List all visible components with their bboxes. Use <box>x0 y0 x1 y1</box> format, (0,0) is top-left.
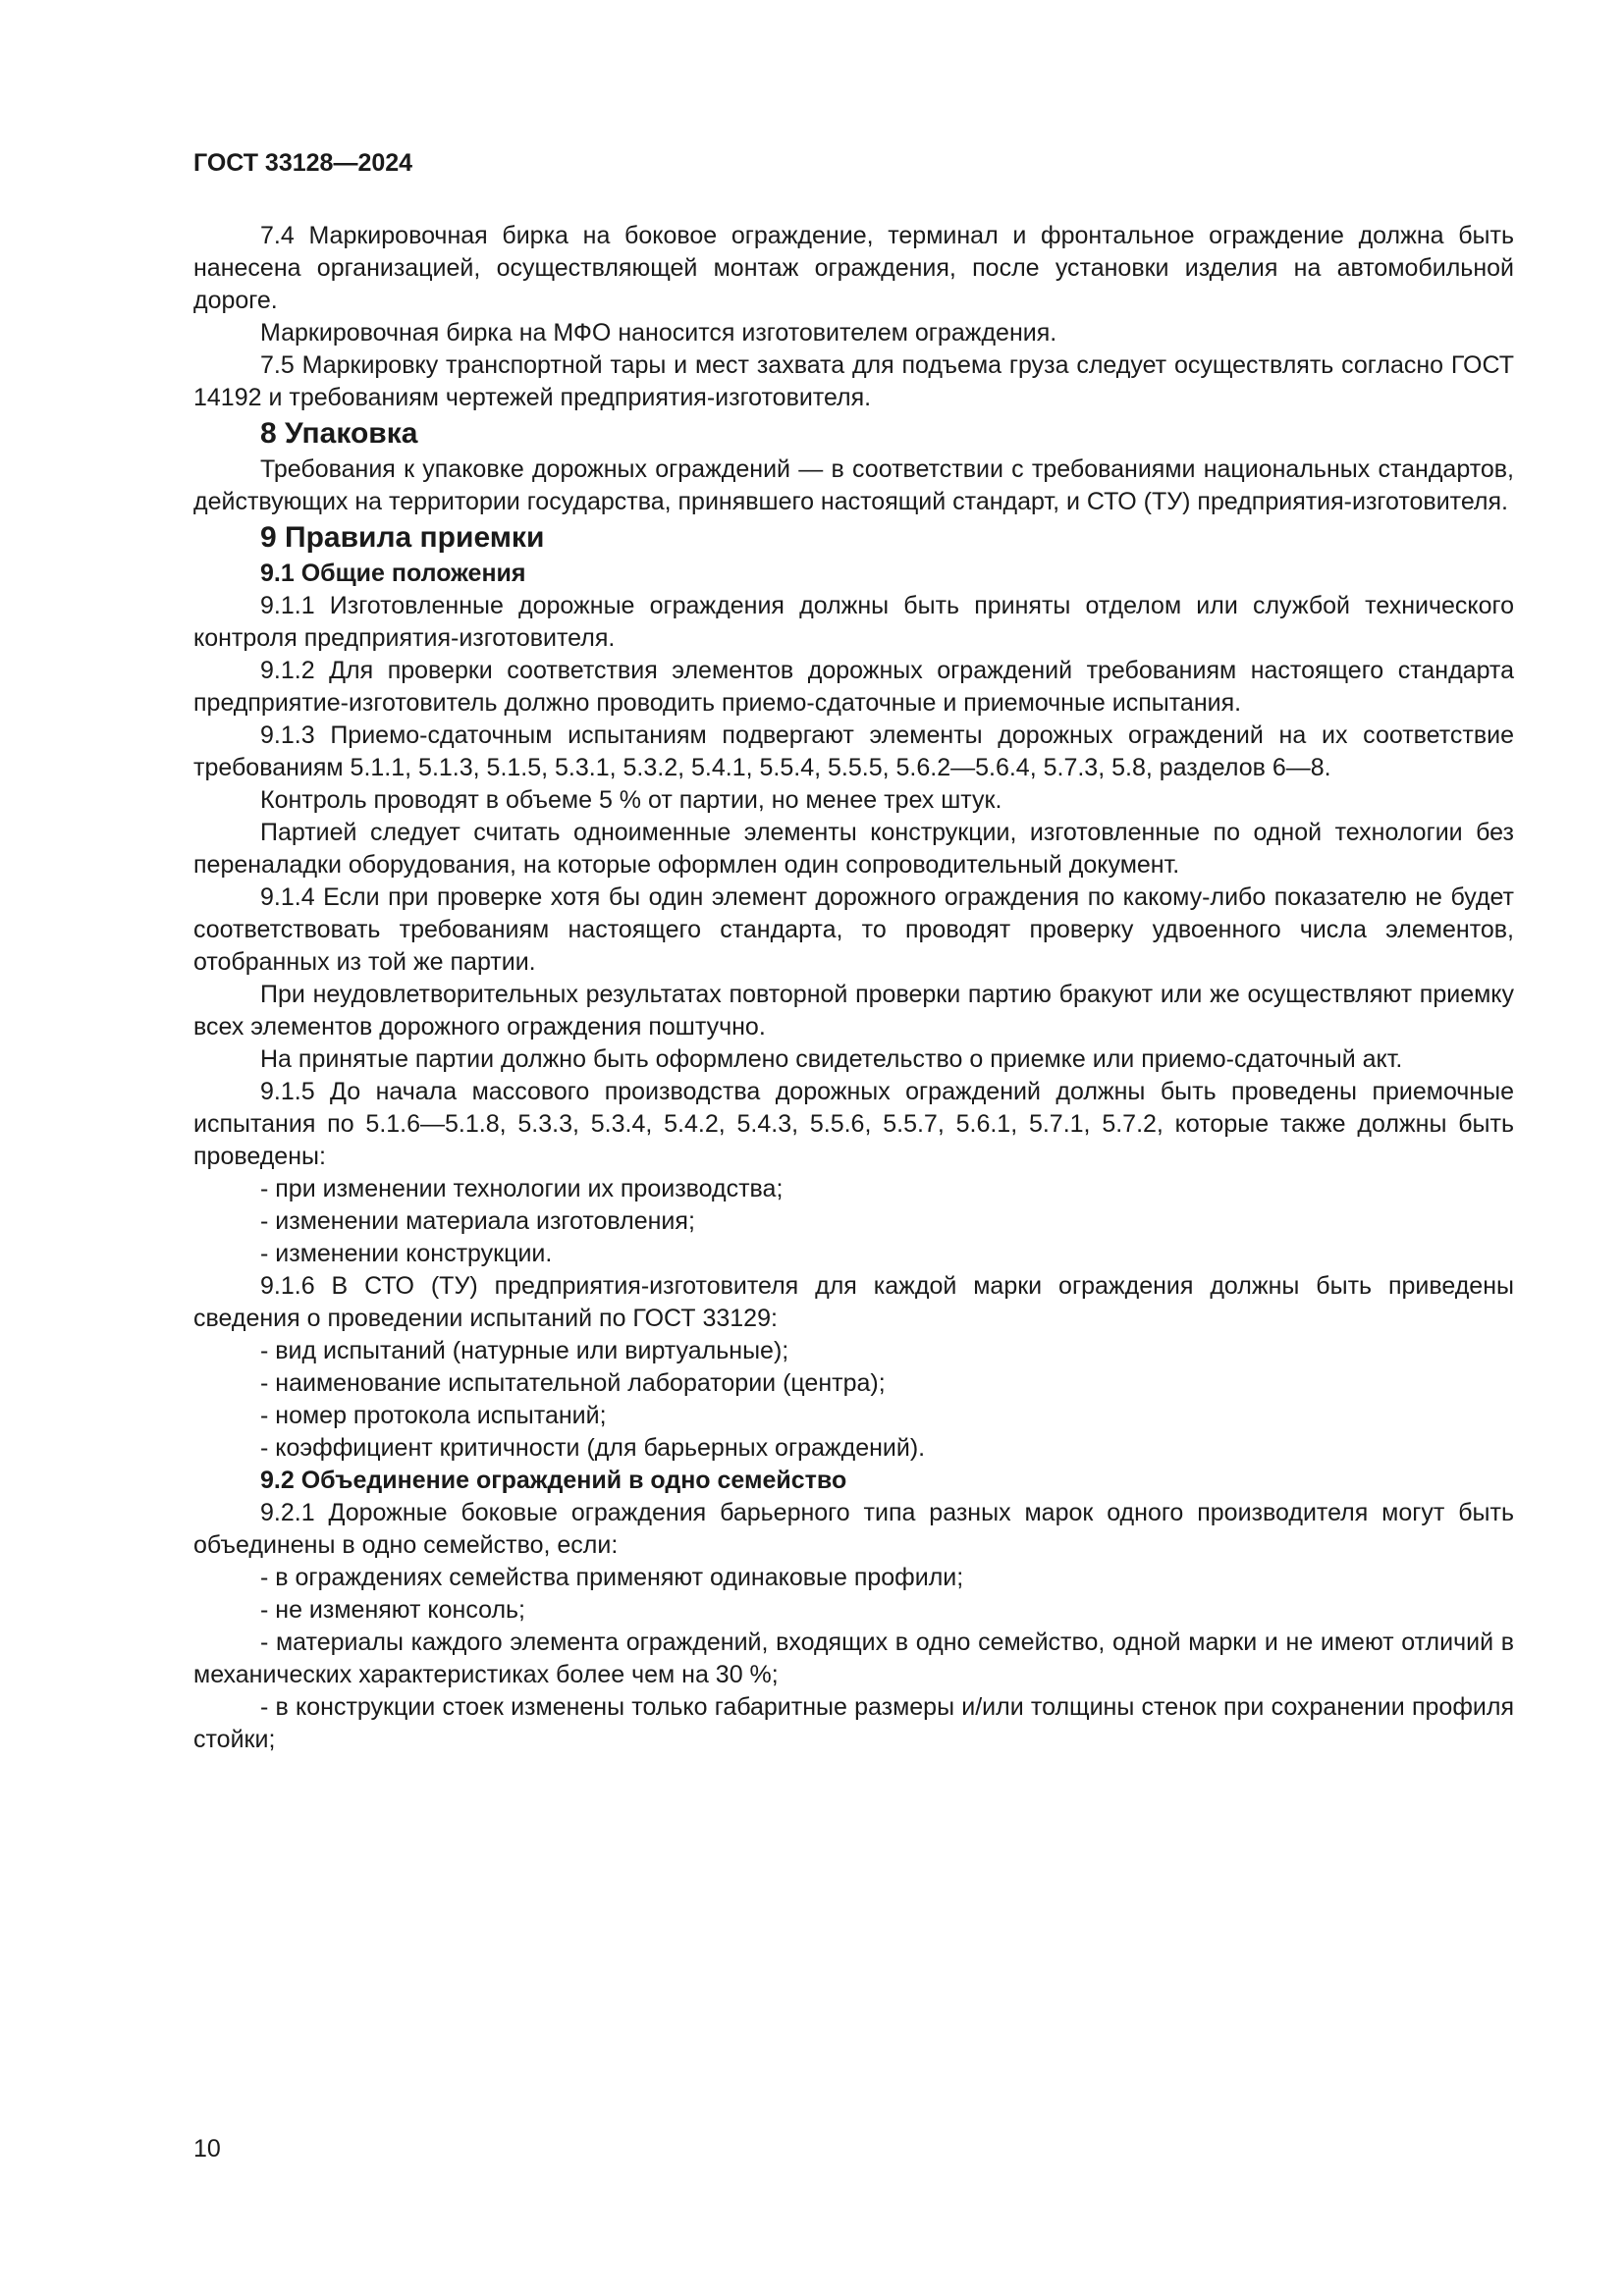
paragraph: Контроль проводят в объеме 5 % от партии, но менее трех штук. <box>260 786 1002 814</box>
paragraph: 9.1.4 Если при проверке хотя бы один элемент дорожного ограждения по какому-либо показателю не будет соответствовать требованиям настоящего стандарта, то проводят проверку удвоенного числа элементов, отобранных из той же партии. <box>193 883 1514 976</box>
paragraph: Маркировочная бирка на МФО наносится изготовителем ограждения. <box>260 319 1057 347</box>
subsection-9-2-heading: 9.2 Объединение ограждений в одно семейство <box>260 1467 847 1494</box>
list-item: - не изменяют консоль; <box>260 1596 526 1624</box>
page-number: 10 <box>193 2135 221 2163</box>
list-item: - изменении материала изготовления; <box>260 1207 695 1235</box>
list-item: - наименование испытательной лаборатории (центра); <box>260 1369 886 1397</box>
paragraph: 9.1.3 Приемо-сдаточным испытаниям подвергают элементы дорожных ограждений на их соответствие требованиям 5.1.1, 5.1.3, 5.1.5, 5.3.1, 5.3.2, 5.4.1, 5.5.4, 5.5.5, 5.6.2—5.6.4, 5.7.3, 5.8, разделов 6—8. <box>193 721 1514 781</box>
list-item: - изменении конструкции. <box>260 1240 553 1267</box>
paragraph: Партией следует считать одноименные элементы конструкции, изготовленные по одной технологии без переналадки оборудования, на которые оформлен один сопроводительный документ. <box>193 819 1514 879</box>
subsection-9-1-heading: 9.1 Общие положения <box>260 560 526 587</box>
list-item: - в конструкции стоек изменены только габаритные размеры и/или толщины стенок при сохранении профиля стойки; <box>193 1693 1514 1753</box>
paragraph: 9.1.1 Изготовленные дорожные ограждения должны быть приняты отделом или службой технического контроля предприятия-изготовителя. <box>193 592 1514 652</box>
list-item: - в ограждениях семейства применяют одинаковые профили; <box>260 1564 964 1591</box>
paragraph: 9.1.2 Для проверки соответствия элементов дорожных ограждений требованиям настоящего стандарта предприятие-изготовитель должно проводить приемо-сдаточные и приемочные испытания. <box>193 657 1514 717</box>
paragraph: 9.1.6 В СТО (ТУ) предприятия-изготовителя для каждой марки ограждения должны быть приведены сведения о проведении испытаний по ГОСТ 33129: <box>193 1272 1514 1332</box>
document-header: ГОСТ 33128—2024 <box>193 149 413 177</box>
paragraph: 9.1.5 До начала массового производства дорожных ограждений должны быть проведены приемочные испытания по 5.1.6—5.1.8, 5.3.3, 5.3.4, 5.4.2, 5.4.3, 5.5.6, 5.5.7, 5.6.1, 5.7.1, 5.7.2, которые также должны быть проведены: <box>193 1078 1514 1170</box>
section-9-heading: 9 Правила приемки <box>260 521 545 554</box>
list-item: - материалы каждого элемента ограждений, входящих в одно семейство, одной марки и не имеют отличий в механических характеристиках более чем на 30 %; <box>193 1629 1514 1688</box>
list-item: - номер протокола испытаний; <box>260 1402 607 1429</box>
paragraph: 7.4 Маркировочная бирка на боковое ограждение, терминал и фронтальное ограждение должна быть нанесена организацией, осуществляющей монтаж ограждения, после установки изделия на автомобильной дороге. <box>193 222 1514 314</box>
paragraph: При неудовлетворительных результатах повторной проверки партию бракуют или же осуществляют приемку всех элементов дорожного ограждения поштучно. <box>193 981 1514 1041</box>
section-8-heading: 8 Упаковка <box>260 417 418 450</box>
list-item: - вид испытаний (натурные или виртуальные); <box>260 1337 789 1364</box>
list-item: - коэффициент критичности (для барьерных ограждений). <box>260 1434 926 1462</box>
clause-7-block <box>193 220 1514 414</box>
paragraph: На принятые партии должно быть оформлено свидетельство о приемке или приемо-сдаточный акт. <box>260 1045 1403 1073</box>
paragraph: 9.2.1 Дорожные боковые ограждения барьерного типа разных марок одного производителя могут быть объединены в одно семейство, если: <box>193 1499 1514 1559</box>
list-item: - при изменении технологии их производства; <box>260 1175 784 1202</box>
paragraph: 7.5 Маркировку транспортной тары и мест захвата для подъема груза следует осуществлять согласно ГОСТ 14192 и требованиям чертежей предприятия-изготовителя. <box>193 351 1514 411</box>
document-body <box>193 220 1514 1756</box>
paragraph: Требования к упаковке дорожных ограждений — в соответствии с требованиями национальных стандартов, действующих на территории государства, принявшего настоящий стандарт, и СТО (ТУ) предприятия-изготовителя. <box>193 455 1514 515</box>
